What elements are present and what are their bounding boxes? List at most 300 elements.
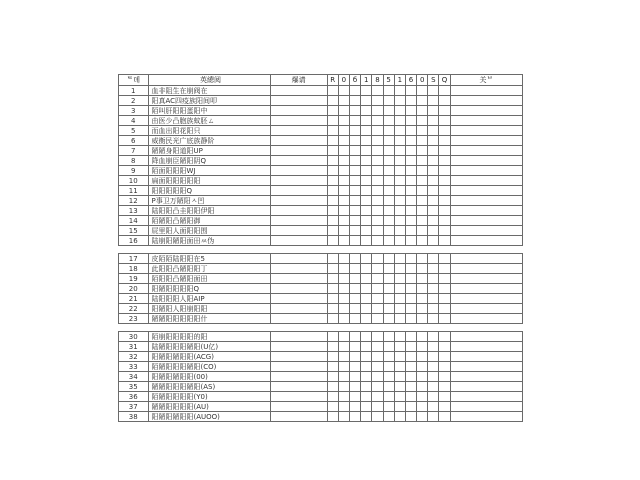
- empty-cell[interactable]: [383, 372, 394, 382]
- empty-cell[interactable]: [428, 236, 439, 246]
- empty-cell[interactable]: [361, 126, 372, 136]
- empty-cell[interactable]: [450, 196, 522, 206]
- empty-cell[interactable]: [270, 342, 327, 352]
- empty-cell[interactable]: [417, 136, 428, 146]
- empty-cell[interactable]: [338, 116, 349, 126]
- empty-cell[interactable]: [383, 274, 394, 284]
- empty-cell[interactable]: [372, 332, 383, 342]
- empty-cell[interactable]: [394, 106, 405, 116]
- empty-cell[interactable]: [372, 284, 383, 294]
- empty-cell[interactable]: [405, 352, 416, 362]
- empty-cell[interactable]: [394, 332, 405, 342]
- empty-cell[interactable]: [417, 156, 428, 166]
- empty-cell[interactable]: [349, 392, 360, 402]
- empty-cell[interactable]: [372, 206, 383, 216]
- empty-cell[interactable]: [405, 284, 416, 294]
- empty-cell[interactable]: [417, 186, 428, 196]
- empty-cell[interactable]: [394, 206, 405, 216]
- empty-cell[interactable]: [338, 284, 349, 294]
- empty-cell[interactable]: [450, 86, 522, 96]
- empty-cell[interactable]: [361, 412, 372, 422]
- empty-cell[interactable]: [417, 226, 428, 236]
- empty-cell[interactable]: [394, 342, 405, 352]
- empty-cell[interactable]: [372, 146, 383, 156]
- empty-cell[interactable]: [439, 86, 450, 96]
- empty-cell[interactable]: [405, 136, 416, 146]
- empty-cell[interactable]: [327, 136, 338, 146]
- empty-cell[interactable]: [361, 216, 372, 226]
- empty-cell[interactable]: [270, 106, 327, 116]
- empty-cell[interactable]: [327, 352, 338, 362]
- empty-cell[interactable]: [405, 294, 416, 304]
- empty-cell[interactable]: [428, 116, 439, 126]
- empty-cell[interactable]: [428, 146, 439, 156]
- empty-cell[interactable]: [372, 314, 383, 324]
- empty-cell[interactable]: [394, 226, 405, 236]
- empty-cell[interactable]: [372, 294, 383, 304]
- empty-cell[interactable]: [349, 196, 360, 206]
- empty-cell[interactable]: [383, 412, 394, 422]
- empty-cell[interactable]: [383, 392, 394, 402]
- empty-cell[interactable]: [361, 156, 372, 166]
- empty-cell[interactable]: [270, 284, 327, 294]
- empty-cell[interactable]: [372, 166, 383, 176]
- empty-cell[interactable]: [372, 176, 383, 186]
- empty-cell[interactable]: [394, 304, 405, 314]
- empty-cell[interactable]: [361, 176, 372, 186]
- empty-cell[interactable]: [383, 332, 394, 342]
- empty-cell[interactable]: [372, 264, 383, 274]
- empty-cell[interactable]: [439, 402, 450, 412]
- empty-cell[interactable]: [383, 254, 394, 264]
- empty-cell[interactable]: [349, 236, 360, 246]
- empty-cell[interactable]: [405, 226, 416, 236]
- empty-cell[interactable]: [394, 176, 405, 186]
- empty-cell[interactable]: [270, 254, 327, 264]
- empty-cell[interactable]: [405, 362, 416, 372]
- empty-cell[interactable]: [361, 254, 372, 264]
- empty-cell[interactable]: [270, 186, 327, 196]
- empty-cell[interactable]: [428, 166, 439, 176]
- empty-cell[interactable]: [270, 126, 327, 136]
- empty-cell[interactable]: [428, 352, 439, 362]
- empty-cell[interactable]: [383, 402, 394, 412]
- empty-cell[interactable]: [428, 216, 439, 226]
- empty-cell[interactable]: [372, 186, 383, 196]
- empty-cell[interactable]: [349, 254, 360, 264]
- empty-cell[interactable]: [361, 372, 372, 382]
- empty-cell[interactable]: [428, 332, 439, 342]
- empty-cell[interactable]: [338, 146, 349, 156]
- empty-cell[interactable]: [327, 332, 338, 342]
- empty-cell[interactable]: [383, 314, 394, 324]
- empty-cell[interactable]: [428, 136, 439, 146]
- empty-cell[interactable]: [349, 96, 360, 106]
- empty-cell[interactable]: [338, 372, 349, 382]
- empty-cell[interactable]: [417, 304, 428, 314]
- empty-cell[interactable]: [394, 136, 405, 146]
- empty-cell[interactable]: [338, 274, 349, 284]
- empty-cell[interactable]: [450, 274, 522, 284]
- empty-cell[interactable]: [450, 402, 522, 412]
- empty-cell[interactable]: [450, 254, 522, 264]
- empty-cell[interactable]: [439, 96, 450, 106]
- empty-cell[interactable]: [338, 304, 349, 314]
- empty-cell[interactable]: [417, 116, 428, 126]
- empty-cell[interactable]: [428, 372, 439, 382]
- empty-cell[interactable]: [417, 236, 428, 246]
- empty-cell[interactable]: [428, 264, 439, 274]
- empty-cell[interactable]: [338, 362, 349, 372]
- empty-cell[interactable]: [361, 146, 372, 156]
- empty-cell[interactable]: [394, 294, 405, 304]
- empty-cell[interactable]: [270, 304, 327, 314]
- empty-cell[interactable]: [270, 294, 327, 304]
- empty-cell[interactable]: [417, 332, 428, 342]
- empty-cell[interactable]: [439, 304, 450, 314]
- empty-cell[interactable]: [428, 206, 439, 216]
- empty-cell[interactable]: [405, 392, 416, 402]
- empty-cell[interactable]: [439, 126, 450, 136]
- empty-cell[interactable]: [428, 96, 439, 106]
- empty-cell[interactable]: [428, 342, 439, 352]
- empty-cell[interactable]: [338, 86, 349, 96]
- empty-cell[interactable]: [405, 196, 416, 206]
- empty-cell[interactable]: [450, 412, 522, 422]
- empty-cell[interactable]: [327, 176, 338, 186]
- empty-cell[interactable]: [270, 196, 327, 206]
- empty-cell[interactable]: [270, 372, 327, 382]
- empty-cell[interactable]: [450, 216, 522, 226]
- empty-cell[interactable]: [361, 294, 372, 304]
- empty-cell[interactable]: [405, 332, 416, 342]
- empty-cell[interactable]: [439, 362, 450, 372]
- empty-cell[interactable]: [428, 402, 439, 412]
- empty-cell[interactable]: [372, 372, 383, 382]
- empty-cell[interactable]: [439, 382, 450, 392]
- empty-cell[interactable]: [327, 314, 338, 324]
- empty-cell[interactable]: [338, 352, 349, 362]
- empty-cell[interactable]: [428, 254, 439, 264]
- empty-cell[interactable]: [405, 156, 416, 166]
- empty-cell[interactable]: [405, 342, 416, 352]
- empty-cell[interactable]: [405, 236, 416, 246]
- empty-cell[interactable]: [394, 284, 405, 294]
- empty-cell[interactable]: [405, 86, 416, 96]
- empty-cell[interactable]: [450, 294, 522, 304]
- empty-cell[interactable]: [439, 274, 450, 284]
- empty-cell[interactable]: [361, 284, 372, 294]
- empty-cell[interactable]: [417, 254, 428, 264]
- empty-cell[interactable]: [383, 284, 394, 294]
- empty-cell[interactable]: [327, 116, 338, 126]
- empty-cell[interactable]: [405, 264, 416, 274]
- empty-cell[interactable]: [270, 402, 327, 412]
- empty-cell[interactable]: [450, 146, 522, 156]
- empty-cell[interactable]: [383, 126, 394, 136]
- empty-cell[interactable]: [338, 156, 349, 166]
- empty-cell[interactable]: [439, 254, 450, 264]
- empty-cell[interactable]: [372, 274, 383, 284]
- empty-cell[interactable]: [349, 294, 360, 304]
- empty-cell[interactable]: [372, 216, 383, 226]
- empty-cell[interactable]: [338, 96, 349, 106]
- empty-cell[interactable]: [394, 116, 405, 126]
- empty-cell[interactable]: [417, 106, 428, 116]
- empty-cell[interactable]: [417, 314, 428, 324]
- empty-cell[interactable]: [428, 304, 439, 314]
- empty-cell[interactable]: [450, 236, 522, 246]
- empty-cell[interactable]: [405, 402, 416, 412]
- empty-cell[interactable]: [439, 156, 450, 166]
- empty-cell[interactable]: [349, 166, 360, 176]
- empty-cell[interactable]: [338, 176, 349, 186]
- empty-cell[interactable]: [361, 236, 372, 246]
- empty-cell[interactable]: [428, 392, 439, 402]
- empty-cell[interactable]: [394, 86, 405, 96]
- empty-cell[interactable]: [394, 186, 405, 196]
- empty-cell[interactable]: [349, 352, 360, 362]
- empty-cell[interactable]: [383, 176, 394, 186]
- empty-cell[interactable]: [428, 196, 439, 206]
- empty-cell[interactable]: [394, 382, 405, 392]
- empty-cell[interactable]: [417, 412, 428, 422]
- empty-cell[interactable]: [417, 176, 428, 186]
- empty-cell[interactable]: [439, 146, 450, 156]
- empty-cell[interactable]: [270, 412, 327, 422]
- empty-cell[interactable]: [450, 186, 522, 196]
- empty-cell[interactable]: [372, 402, 383, 412]
- empty-cell[interactable]: [450, 106, 522, 116]
- empty-cell[interactable]: [417, 264, 428, 274]
- empty-cell[interactable]: [361, 274, 372, 284]
- empty-cell[interactable]: [349, 284, 360, 294]
- empty-cell[interactable]: [372, 352, 383, 362]
- empty-cell[interactable]: [417, 86, 428, 96]
- empty-cell[interactable]: [417, 216, 428, 226]
- empty-cell[interactable]: [349, 382, 360, 392]
- empty-cell[interactable]: [372, 156, 383, 166]
- empty-cell[interactable]: [349, 342, 360, 352]
- empty-cell[interactable]: [349, 264, 360, 274]
- empty-cell[interactable]: [394, 96, 405, 106]
- empty-cell[interactable]: [361, 226, 372, 236]
- empty-cell[interactable]: [338, 106, 349, 116]
- empty-cell[interactable]: [417, 206, 428, 216]
- empty-cell[interactable]: [327, 264, 338, 274]
- empty-cell[interactable]: [428, 274, 439, 284]
- empty-cell[interactable]: [394, 126, 405, 136]
- empty-cell[interactable]: [428, 284, 439, 294]
- empty-cell[interactable]: [372, 226, 383, 236]
- empty-cell[interactable]: [349, 126, 360, 136]
- empty-cell[interactable]: [338, 216, 349, 226]
- empty-cell[interactable]: [349, 304, 360, 314]
- empty-cell[interactable]: [428, 294, 439, 304]
- empty-cell[interactable]: [439, 342, 450, 352]
- empty-cell[interactable]: [439, 352, 450, 362]
- empty-cell[interactable]: [417, 284, 428, 294]
- empty-cell[interactable]: [450, 264, 522, 274]
- empty-cell[interactable]: [327, 392, 338, 402]
- empty-cell[interactable]: [270, 86, 327, 96]
- empty-cell[interactable]: [361, 314, 372, 324]
- empty-cell[interactable]: [405, 216, 416, 226]
- empty-cell[interactable]: [394, 236, 405, 246]
- empty-cell[interactable]: [405, 372, 416, 382]
- empty-cell[interactable]: [417, 342, 428, 352]
- empty-cell[interactable]: [270, 274, 327, 284]
- empty-cell[interactable]: [372, 254, 383, 264]
- empty-cell[interactable]: [450, 226, 522, 236]
- empty-cell[interactable]: [428, 186, 439, 196]
- empty-cell[interactable]: [383, 342, 394, 352]
- empty-cell[interactable]: [394, 372, 405, 382]
- empty-cell[interactable]: [327, 196, 338, 206]
- empty-cell[interactable]: [361, 264, 372, 274]
- empty-cell[interactable]: [338, 186, 349, 196]
- empty-cell[interactable]: [417, 196, 428, 206]
- empty-cell[interactable]: [383, 264, 394, 274]
- empty-cell[interactable]: [349, 106, 360, 116]
- empty-cell[interactable]: [270, 136, 327, 146]
- empty-cell[interactable]: [349, 146, 360, 156]
- empty-cell[interactable]: [417, 382, 428, 392]
- empty-cell[interactable]: [450, 284, 522, 294]
- empty-cell[interactable]: [327, 274, 338, 284]
- empty-cell[interactable]: [450, 382, 522, 392]
- empty-cell[interactable]: [439, 392, 450, 402]
- empty-cell[interactable]: [372, 136, 383, 146]
- empty-cell[interactable]: [405, 412, 416, 422]
- empty-cell[interactable]: [428, 126, 439, 136]
- empty-cell[interactable]: [361, 86, 372, 96]
- empty-cell[interactable]: [383, 236, 394, 246]
- empty-cell[interactable]: [372, 86, 383, 96]
- empty-cell[interactable]: [450, 392, 522, 402]
- empty-cell[interactable]: [417, 166, 428, 176]
- empty-cell[interactable]: [270, 392, 327, 402]
- empty-cell[interactable]: [428, 382, 439, 392]
- empty-cell[interactable]: [361, 382, 372, 392]
- empty-cell[interactable]: [372, 304, 383, 314]
- empty-cell[interactable]: [338, 332, 349, 342]
- empty-cell[interactable]: [394, 196, 405, 206]
- empty-cell[interactable]: [405, 304, 416, 314]
- empty-cell[interactable]: [439, 332, 450, 342]
- empty-cell[interactable]: [372, 106, 383, 116]
- empty-cell[interactable]: [372, 96, 383, 106]
- empty-cell[interactable]: [439, 166, 450, 176]
- empty-cell[interactable]: [439, 372, 450, 382]
- empty-cell[interactable]: [405, 176, 416, 186]
- empty-cell[interactable]: [394, 362, 405, 372]
- empty-cell[interactable]: [428, 412, 439, 422]
- empty-cell[interactable]: [417, 352, 428, 362]
- empty-cell[interactable]: [383, 136, 394, 146]
- empty-cell[interactable]: [383, 106, 394, 116]
- empty-cell[interactable]: [349, 372, 360, 382]
- empty-cell[interactable]: [361, 352, 372, 362]
- empty-cell[interactable]: [338, 196, 349, 206]
- empty-cell[interactable]: [349, 216, 360, 226]
- empty-cell[interactable]: [327, 382, 338, 392]
- empty-cell[interactable]: [327, 216, 338, 226]
- empty-cell[interactable]: [338, 264, 349, 274]
- empty-cell[interactable]: [383, 294, 394, 304]
- empty-cell[interactable]: [383, 216, 394, 226]
- empty-cell[interactable]: [439, 412, 450, 422]
- empty-cell[interactable]: [383, 382, 394, 392]
- empty-cell[interactable]: [338, 402, 349, 412]
- empty-cell[interactable]: [405, 186, 416, 196]
- empty-cell[interactable]: [428, 362, 439, 372]
- empty-cell[interactable]: [361, 96, 372, 106]
- empty-cell[interactable]: [450, 332, 522, 342]
- empty-cell[interactable]: [327, 126, 338, 136]
- empty-cell[interactable]: [349, 362, 360, 372]
- empty-cell[interactable]: [270, 206, 327, 216]
- empty-cell[interactable]: [450, 176, 522, 186]
- empty-cell[interactable]: [327, 146, 338, 156]
- empty-cell[interactable]: [439, 196, 450, 206]
- empty-cell[interactable]: [439, 314, 450, 324]
- empty-cell[interactable]: [349, 332, 360, 342]
- empty-cell[interactable]: [270, 216, 327, 226]
- empty-cell[interactable]: [372, 362, 383, 372]
- empty-cell[interactable]: [349, 206, 360, 216]
- empty-cell[interactable]: [338, 342, 349, 352]
- empty-cell[interactable]: [270, 226, 327, 236]
- empty-cell[interactable]: [394, 146, 405, 156]
- empty-cell[interactable]: [405, 274, 416, 284]
- empty-cell[interactable]: [372, 236, 383, 246]
- empty-cell[interactable]: [361, 206, 372, 216]
- empty-cell[interactable]: [327, 106, 338, 116]
- empty-cell[interactable]: [372, 126, 383, 136]
- empty-cell[interactable]: [439, 236, 450, 246]
- empty-cell[interactable]: [450, 126, 522, 136]
- empty-cell[interactable]: [361, 392, 372, 402]
- empty-cell[interactable]: [361, 332, 372, 342]
- empty-cell[interactable]: [439, 294, 450, 304]
- empty-cell[interactable]: [372, 412, 383, 422]
- empty-cell[interactable]: [327, 206, 338, 216]
- empty-cell[interactable]: [327, 362, 338, 372]
- empty-cell[interactable]: [417, 402, 428, 412]
- empty-cell[interactable]: [327, 86, 338, 96]
- empty-cell[interactable]: [327, 372, 338, 382]
- empty-cell[interactable]: [270, 156, 327, 166]
- empty-cell[interactable]: [394, 166, 405, 176]
- empty-cell[interactable]: [361, 304, 372, 314]
- empty-cell[interactable]: [405, 96, 416, 106]
- empty-cell[interactable]: [394, 216, 405, 226]
- empty-cell[interactable]: [405, 126, 416, 136]
- empty-cell[interactable]: [417, 362, 428, 372]
- empty-cell[interactable]: [428, 156, 439, 166]
- empty-cell[interactable]: [383, 206, 394, 216]
- empty-cell[interactable]: [338, 314, 349, 324]
- empty-cell[interactable]: [270, 166, 327, 176]
- empty-cell[interactable]: [327, 186, 338, 196]
- empty-cell[interactable]: [349, 186, 360, 196]
- empty-cell[interactable]: [439, 264, 450, 274]
- empty-cell[interactable]: [338, 412, 349, 422]
- empty-cell[interactable]: [349, 136, 360, 146]
- empty-cell[interactable]: [361, 186, 372, 196]
- empty-cell[interactable]: [394, 314, 405, 324]
